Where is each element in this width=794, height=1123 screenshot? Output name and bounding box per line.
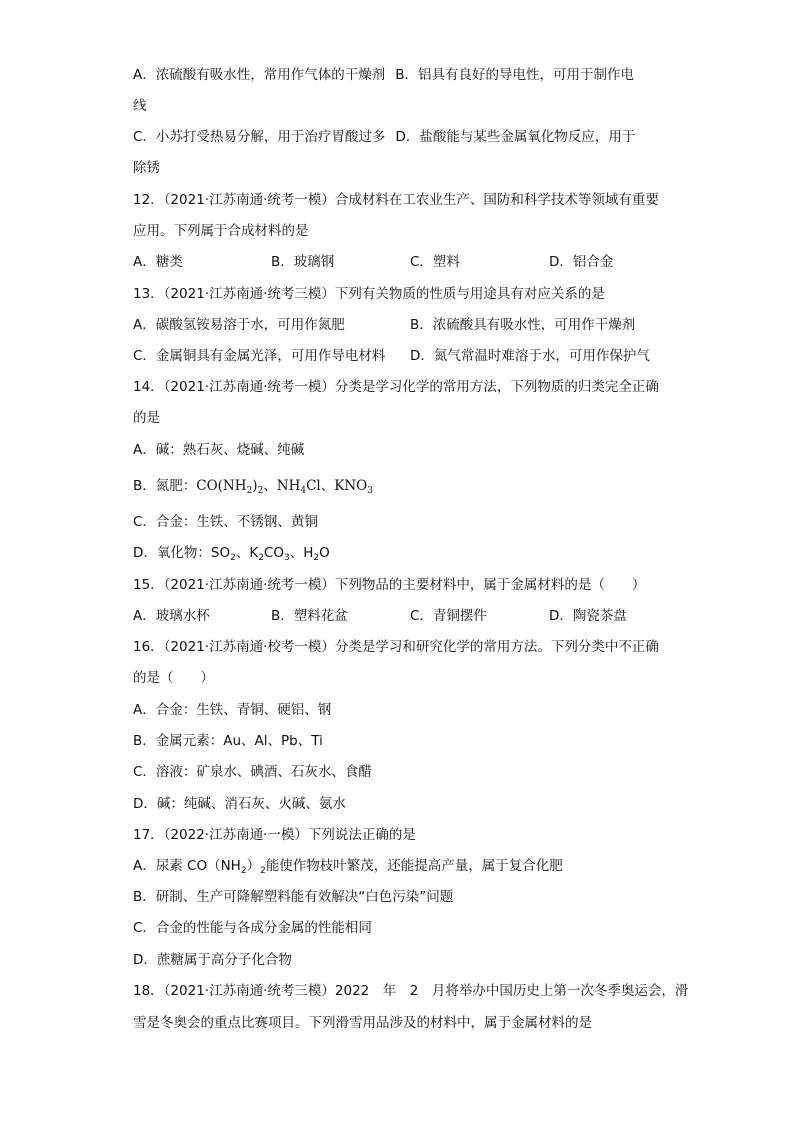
q11-option-d[interactable]: D．盐酸能与某些金属氧化物反应，用于 — [395, 129, 636, 145]
q15-options — [133, 607, 653, 625]
q16-stem-line1 — [133, 638, 659, 656]
q12-option-a[interactable]: A．糖类 — [133, 254, 183, 270]
question-stem: 下列有关物质的性质与用途具有对应关系的是 — [334, 286, 605, 302]
question-stem: 合成材料在工农业生产、国防和科学技术等领域有重要 — [334, 192, 659, 208]
question-source: （2021·江苏南通·统考三模） — [163, 286, 335, 302]
question-source: （2022·江苏南通·一模） — [163, 827, 308, 843]
q13-option-b[interactable]: B．浓硫酸具有吸水性，可用作干燥剂 — [410, 317, 636, 333]
q14-option-a[interactable]: A．碱：熟石灰、烧碱、纯碱 — [133, 442, 305, 458]
question-stem: 分类是学习化学的常用方法，下列物质的归类完全正确 — [334, 379, 659, 395]
q11-row-ab — [133, 66, 634, 84]
q17-option-b[interactable]: B．研制、生产可降解塑料能有效解决“白色污染”问题 — [133, 889, 454, 905]
q14-stem-line2: 的是 — [133, 410, 160, 426]
q14-option-b[interactable]: B．氮肥：$CO(NH_2)_2$、$NH_4Cl$、$KNO_3$ — [133, 478, 373, 496]
q11-option-b[interactable]: B．铝具有良好的导电性，可用于制作电 — [395, 67, 635, 83]
q14-option-c[interactable]: C．合金：生铁、不锈钢、黄铜 — [133, 514, 318, 530]
q12-stem-line2: 应用。下列属于合成材料的是 — [133, 223, 309, 239]
q16-option-a[interactable]: A．合金：生铁、青铜、硬铝、钢 — [133, 702, 332, 718]
q12-stem-line1 — [133, 191, 659, 209]
question-number: 13． — [133, 286, 164, 302]
q11-row-cd — [133, 128, 635, 146]
question-source: （2021·江苏南通·统考一模） — [163, 577, 335, 593]
q18-stem-line2: 雪是冬奥会的重点比赛项目。下列滑雪用品涉及的材料中，属于金属材料的是 — [133, 1015, 592, 1031]
q13-option-d[interactable]: D．氮气常温时难溶于水，可用作保护气 — [410, 348, 650, 364]
q15-option-b[interactable]: B．塑料花盆 — [271, 608, 348, 624]
q14-option-d[interactable]: D．氧化物：$SO_2$、$K_2CO_3$、$H_2O$ — [133, 545, 330, 563]
q16-option-d[interactable]: D．碱：纯碱、消石灰、火碱、氨水 — [133, 796, 346, 812]
q17-option-a[interactable]: A．尿素 $CO(NH_2)_2$能使作物枝叶繁茂，还能提高产量，属于复合化肥 — [133, 858, 563, 876]
q17-option-d[interactable]: D．蔗糖属于高分子化合物 — [133, 952, 292, 968]
question-number: 18． — [133, 983, 164, 999]
question-number: 15． — [133, 577, 164, 593]
q13-stem — [133, 285, 605, 303]
question-stem: 分类是学习和研究化学的常用方法。下列分类中不正确 — [334, 639, 659, 655]
question-source: （2021·江苏南通·校考一模） — [163, 639, 335, 655]
q11-option-a[interactable]: A．浓硫酸有吸水性，常用作气体的干燥剂 — [133, 67, 386, 83]
q13-row-ab — [133, 316, 663, 334]
q16-stem-line2: 的是（ ） — [133, 670, 214, 686]
q14-stem-line1 — [133, 378, 659, 396]
question-stem: 2022 年 2 月将举办中国历史上第一次冬季奥运会，滑 — [334, 983, 689, 999]
q15-option-d[interactable]: D．陶瓷茶盘 — [549, 608, 627, 624]
question-stem: 下列说法正确的是 — [307, 827, 416, 843]
q11-option-d-cont: 除锈 — [133, 160, 160, 176]
q17-stem — [133, 826, 416, 844]
q13-option-c[interactable]: C．金属铜具有金属光泽，可用作导电材料 — [133, 348, 386, 364]
q13-row-cd — [133, 347, 663, 365]
q16-option-c[interactable]: C．溶液：矿泉水、碘酒、石灰水、食醋 — [133, 764, 372, 780]
question-stem: 下列物品的主要材料中，属于金属材料的是（ ） — [334, 577, 646, 593]
q15-option-c[interactable]: C．青铜摆件 — [410, 608, 487, 624]
question-number: 17． — [133, 827, 164, 843]
question-source: （2021·江苏南通·统考一模） — [163, 192, 335, 208]
q11-option-b-cont: 线 — [133, 98, 147, 114]
question-number: 12． — [133, 192, 164, 208]
q13-option-a[interactable]: A．碳酸氢铵易溶于水，可用作氮肥 — [133, 317, 345, 333]
q11-option-c[interactable]: C．小苏打受热易分解，用于治疗胃酸过多 — [133, 129, 386, 145]
q17-option-c[interactable]: C．合金的性能与各成分金属的性能相同 — [133, 920, 372, 936]
q12-option-b[interactable]: B．玻璃钢 — [271, 254, 335, 270]
question-number: 14． — [133, 379, 164, 395]
q15-option-a[interactable]: A．玻璃水杯 — [133, 608, 210, 624]
chemical-formula: $CO(NH_2)_2$ — [196, 478, 264, 496]
question-source: （2021·江苏南通·统考一模） — [163, 379, 335, 395]
q12-option-c[interactable]: C．塑料 — [410, 254, 460, 270]
q18-stem-line1 — [133, 982, 688, 1000]
q15-stem — [133, 576, 645, 594]
question-source: （2021·江苏南通·统考三模） — [163, 983, 335, 999]
q12-options — [133, 253, 653, 271]
chemical-formula: $NH_4Cl$、$KNO_3$ — [276, 478, 373, 496]
q16-option-b[interactable]: B．金属元素：Au、Al、Pb、Ti — [133, 733, 323, 749]
q12-option-d[interactable]: D．铝合金 — [549, 254, 614, 270]
question-number: 16． — [133, 639, 164, 655]
